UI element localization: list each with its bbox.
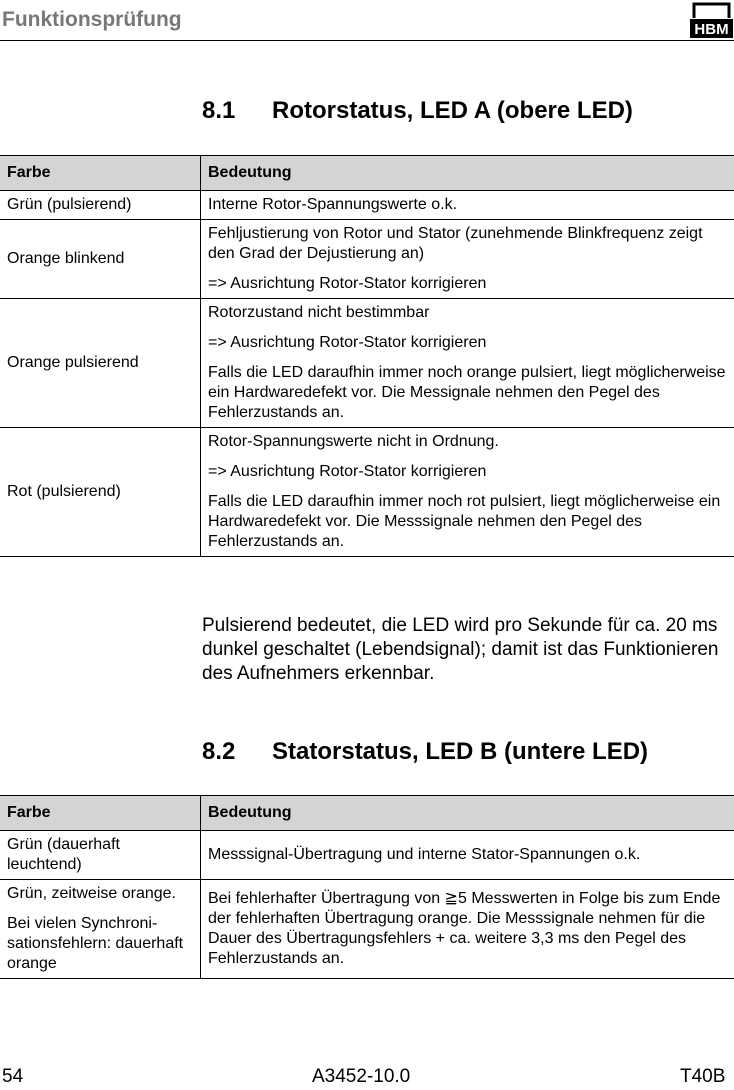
document-id: A3452-10.0 xyxy=(312,1066,411,1087)
table-row xyxy=(0,299,734,428)
farbe-cell xyxy=(0,428,201,557)
product-name: T40B xyxy=(680,1066,726,1087)
color-text: Orange blinkend xyxy=(7,250,125,267)
bedeutung-cell xyxy=(201,191,734,220)
section-number: 8.2 xyxy=(202,738,236,765)
meaning-text: => Ausrichtung Rotor-Stator korrigieren xyxy=(208,334,487,351)
meaning-text: => Ausrichtung Rotor-Stator korrigieren xyxy=(208,463,487,480)
meaning-text: => Ausrichtung Rotor-Stator korrigieren xyxy=(208,275,487,292)
section-8-2-heading xyxy=(202,738,648,766)
table-header-row xyxy=(0,796,734,831)
column-header-farbe: Farbe xyxy=(0,156,201,191)
bedeutung-cell xyxy=(201,428,734,557)
page-header-title: Funktionsprüfung xyxy=(2,8,182,31)
table-row xyxy=(0,220,734,299)
meaning-text: Falls die LED daraufhin immer noch rot pulsiert, liegt möglicherweise ein Hardwaredefekt vor. Die Messsignale nehmen den Pegel des Fehlerzustands an. xyxy=(208,493,721,550)
table-header-row xyxy=(0,156,734,191)
meaning-text: Rotor-Spannungswerte nicht in Ordnung. xyxy=(208,433,499,450)
table-row xyxy=(0,428,734,557)
meaning-text: Rotorzustand nicht bestimmbar xyxy=(208,304,430,321)
column-header-farbe: Farbe xyxy=(0,796,201,831)
section-title: Rotorstatus, LED A (obere LED) xyxy=(272,97,633,124)
color-text: Grün (pulsierend) xyxy=(7,196,132,213)
meaning-text: Messsignal-Übertragung und interne Stator-Spannungen o.k. xyxy=(208,846,641,863)
meaning-text: Falls die LED daraufhin immer noch orange pulsiert, liegt möglicherweise ein Hardwaredefekt vor. Die Messignale nehmen den Pegel des Fehlerzustands an. xyxy=(208,364,726,421)
table-row xyxy=(0,880,734,979)
section-title: Statorstatus, LED B (untere LED) xyxy=(272,738,649,765)
page-number: 54 xyxy=(2,1066,24,1087)
meaning-text: Bei fehlerhafter Übertragung von ≧5 Messwerten in Folge bis zum Ende der fehlerhaften Übertragung orange. Die Messsignale nehmen für die Dauer des Übertragungsfehlers + ca. weitere 3,3 ms den Pegel des Fehlerzustands an. xyxy=(208,890,721,967)
pulse-note: Pulsierend bedeutet, die LED wird pro Sekunde für ca. 20 ms dunkel geschaltet (Lebendsignal); damit ist das Funktionieren des Aufnehmers erkennbar. xyxy=(202,615,719,684)
header-divider xyxy=(0,40,734,41)
color-text: Grün (dauerhaft leuchtend) xyxy=(7,836,120,873)
meaning-text: Fehljustierung von Rotor und Stator (zunehmende Blinkfrequenz zeigt den Grad der Dejustierung an) xyxy=(208,225,703,262)
hbm-logo xyxy=(690,2,733,38)
table-row xyxy=(0,191,734,220)
column-header-bedeutung: Bedeutung xyxy=(201,156,734,191)
color-text: Rot (pulsierend) xyxy=(7,483,121,500)
color-text: Grün, zeitweise orange. xyxy=(7,885,176,902)
farbe-cell xyxy=(0,191,201,220)
bedeutung-cell xyxy=(201,831,734,880)
stator-status-table xyxy=(0,795,734,979)
column-header-bedeutung: Bedeutung xyxy=(201,796,734,831)
color-text: Orange pulsierend xyxy=(7,354,139,371)
farbe-cell xyxy=(0,831,201,880)
bedeutung-cell xyxy=(201,220,734,299)
farbe-cell xyxy=(0,220,201,299)
section-number: 8.1 xyxy=(202,97,236,124)
farbe-cell xyxy=(0,880,201,979)
bedeutung-cell xyxy=(201,880,734,979)
color-text: Bei vielen Synchronisationsfehlern: dauerhaft orange xyxy=(7,915,184,972)
logo-text: HBM xyxy=(694,21,729,38)
section-8-1-heading xyxy=(202,97,633,125)
meaning-text: Interne Rotor-Spannungswerte o.k. xyxy=(208,196,458,213)
bedeutung-cell xyxy=(201,299,734,428)
table-row xyxy=(0,831,734,880)
rotor-status-table xyxy=(0,155,734,557)
farbe-cell xyxy=(0,299,201,428)
